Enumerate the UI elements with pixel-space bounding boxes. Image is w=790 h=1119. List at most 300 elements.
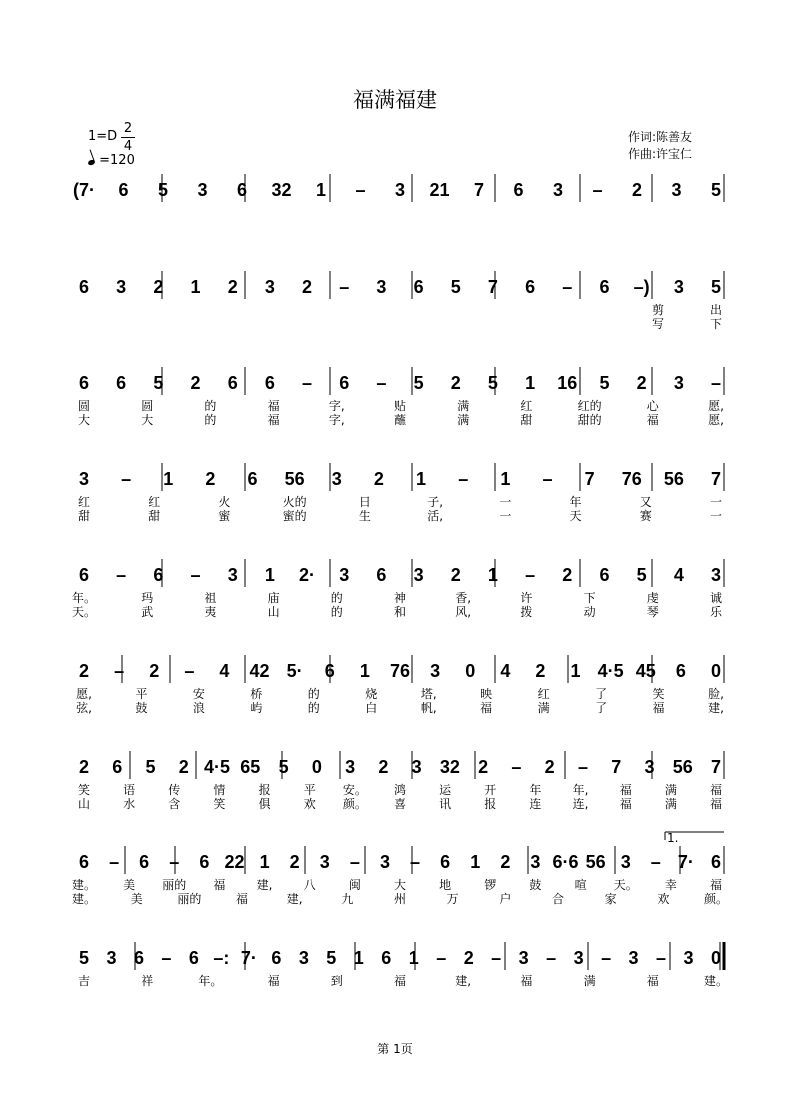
lyric: 的 — [307, 701, 320, 715]
lyric: 连, — [572, 797, 589, 811]
lyric: 满 — [457, 413, 470, 427]
lyric: 屿 — [250, 701, 263, 715]
lyric: 火的 — [282, 495, 307, 509]
note: 3 — [319, 852, 330, 872]
lyric: 祥 — [141, 974, 154, 988]
lyric: 乐 — [709, 605, 723, 619]
lyric: 满 — [583, 974, 596, 988]
time-signature-bottom: 4 — [123, 139, 133, 154]
note: – — [355, 180, 366, 200]
lyric: 贴 — [393, 399, 407, 413]
time-signature-top: 2 — [123, 121, 133, 136]
note: 2 — [190, 373, 201, 393]
note: 2 — [562, 565, 573, 585]
note: 76 — [621, 469, 642, 489]
note: – — [650, 852, 661, 872]
lyric: 弦, — [76, 701, 92, 715]
note: – — [436, 948, 447, 968]
lyric: 年 — [529, 783, 542, 797]
lyric: 脸, — [708, 687, 724, 701]
note: 1 — [408, 948, 419, 968]
note: 3 — [197, 180, 208, 200]
note: – — [458, 469, 469, 489]
note: 6·6 — [552, 852, 579, 872]
note: 6 — [324, 661, 335, 681]
note: – — [339, 277, 350, 297]
lyric: 福 — [619, 783, 632, 797]
lyric: 写 — [651, 317, 665, 331]
lyric: 语 — [123, 783, 136, 797]
lyric: 满 — [457, 399, 470, 413]
note: 3 — [413, 565, 424, 585]
lyric: 建, — [256, 878, 273, 892]
note: 3 — [339, 565, 350, 585]
lyric: 一 — [499, 495, 512, 509]
lyric: 诚 — [709, 591, 723, 605]
lyric: 下 — [583, 591, 596, 605]
lyric: 报 — [258, 783, 271, 797]
lyric: 了 — [595, 701, 608, 715]
lyric: 州 — [393, 892, 407, 906]
lyric: 满 — [664, 783, 677, 797]
composer-credit: 作曲:许宝仁 — [628, 147, 693, 161]
lyric: 八 — [303, 878, 316, 892]
lyric: 浪 — [192, 701, 205, 715]
lyric: 出 — [709, 303, 723, 317]
note: 3 — [530, 852, 541, 872]
note: 1 — [315, 180, 327, 200]
note: 3 — [573, 948, 584, 968]
note: 6 — [112, 757, 123, 777]
lyric: 愿, — [76, 687, 92, 701]
note: – — [491, 948, 502, 968]
note: – — [302, 373, 313, 393]
note: 5 — [413, 373, 424, 393]
note: 2 — [535, 661, 546, 681]
lyric: 动 — [583, 605, 596, 619]
note: 1 — [264, 565, 275, 585]
note: – — [161, 948, 172, 968]
note: 5 — [78, 948, 90, 968]
note: 7 — [584, 469, 595, 489]
lyric: 满 — [537, 701, 550, 715]
note: 6 — [78, 277, 90, 297]
lyric: 幸 — [664, 878, 677, 892]
note: 6 — [78, 565, 90, 585]
note: 45 — [635, 661, 656, 681]
note: 7 — [473, 180, 485, 200]
note: 32 — [271, 180, 292, 200]
lyric: 福 — [646, 974, 659, 988]
lyric: 福 — [652, 701, 665, 715]
lyric: 年。 — [198, 974, 223, 988]
note: 2 — [450, 373, 461, 393]
lyric: 安。 — [342, 783, 367, 797]
note: 1 — [570, 661, 581, 681]
note: 2 — [544, 757, 555, 777]
note: 2 — [153, 277, 164, 297]
lyric: 庙 — [267, 591, 280, 605]
note: 6 — [139, 852, 150, 872]
note: – — [577, 757, 588, 777]
note: 6 — [710, 852, 722, 872]
lyric: 甜的 — [577, 413, 602, 427]
lyric: 颜。 — [342, 797, 367, 811]
lyric: 心 — [646, 399, 659, 413]
lyric: 神 — [393, 591, 407, 605]
note: 1 — [259, 852, 270, 872]
note: 3 — [683, 948, 694, 968]
note: 3 — [673, 277, 684, 297]
note: 6 — [236, 180, 248, 200]
lyric: 甜 — [148, 509, 161, 523]
lyric: 愿, — [708, 399, 724, 413]
lyric: 平 — [303, 783, 316, 797]
lyric: 欢 — [657, 892, 670, 906]
note: 7 — [487, 277, 498, 297]
note: 5 — [487, 373, 498, 393]
lyric: 鸿 — [393, 783, 407, 797]
lyric: 映 — [480, 687, 493, 701]
note: 1 — [525, 373, 536, 393]
note: – — [376, 373, 387, 393]
lyric: 山 — [267, 605, 280, 619]
lyric: 九 — [341, 892, 354, 906]
note: 1 — [500, 469, 511, 489]
note: 5 — [326, 948, 337, 968]
note: – — [116, 565, 127, 585]
lyric: 红 — [520, 399, 533, 413]
lyric: 丽的 — [177, 892, 202, 906]
note: 6 — [413, 277, 424, 297]
lyric: 福 — [646, 413, 659, 427]
note: 1 — [163, 469, 174, 489]
note: 1 — [353, 948, 364, 968]
note: 6 — [339, 373, 350, 393]
note: 7 — [710, 469, 722, 489]
lyric: 讯 — [439, 797, 452, 811]
lyric: 美 — [123, 878, 136, 892]
note: 6 — [118, 180, 129, 200]
note: 5 — [278, 757, 289, 777]
lyric: 山 — [77, 797, 91, 811]
note: 3 — [552, 180, 564, 200]
lyric: 福 — [480, 701, 493, 715]
lyric: 红的 — [577, 399, 602, 413]
note: 56 — [284, 469, 305, 489]
note: – — [562, 277, 573, 297]
lyric: 年 — [569, 495, 582, 509]
note: 2 — [178, 757, 189, 777]
lyric: 日 — [358, 495, 371, 509]
note: 7 — [710, 757, 722, 777]
lyric: 福 — [520, 974, 533, 988]
note: 3 — [644, 757, 655, 777]
lyric: 福 — [235, 892, 249, 906]
note: 5 — [710, 277, 722, 297]
lyric: 福 — [267, 413, 280, 427]
lyric: 拨 — [520, 605, 533, 619]
note: (7· — [73, 180, 95, 200]
lyric: 塔, — [420, 687, 437, 701]
lyric: 和 — [393, 605, 407, 619]
lyric: 吉 — [77, 974, 91, 988]
lyric: 蜜的 — [282, 509, 307, 523]
note: 6 — [599, 277, 610, 297]
lyric: 天。 — [71, 605, 97, 619]
note: 56 — [663, 469, 684, 489]
note: 4·5 — [597, 661, 624, 681]
lyric: 建, — [286, 892, 303, 906]
lyric: 一 — [709, 509, 723, 523]
lyric: 愿, — [708, 413, 724, 427]
lyric: 喧 — [574, 878, 587, 892]
note: 4 — [673, 565, 684, 585]
lyric: 建。 — [71, 892, 97, 906]
note: 56 — [585, 852, 606, 872]
lyric: 福 — [393, 974, 407, 988]
lyric: 笑 — [652, 687, 665, 701]
lyric: 大 — [77, 413, 91, 427]
lyric: 到 — [330, 974, 343, 988]
song-title: 福满福建 — [353, 88, 437, 112]
note: 0 — [710, 661, 722, 681]
note: 6 — [376, 565, 387, 585]
note: 6 — [199, 852, 210, 872]
note: 65 — [240, 757, 261, 777]
note: 3 — [671, 180, 682, 200]
note: 2 — [478, 757, 489, 777]
note: –: — [213, 948, 230, 968]
note: 2· — [299, 565, 316, 585]
note: – — [710, 373, 722, 393]
note: 3 — [264, 277, 275, 297]
note: 4 — [219, 661, 230, 681]
lyric: 平 — [135, 687, 148, 701]
note: 7· — [240, 948, 257, 968]
key-signature: 1=D — [88, 129, 118, 144]
lyric: 鼓 — [135, 701, 148, 715]
note: 2 — [636, 373, 647, 393]
lyric: 的 — [204, 413, 217, 427]
lyric: 大 — [393, 878, 407, 892]
lyric: 天。 — [613, 878, 638, 892]
note: 6 — [271, 948, 282, 968]
lyric: 了 — [595, 687, 608, 701]
note: – — [525, 565, 536, 585]
lyric: 又 — [639, 495, 652, 509]
lyric: 大 — [141, 413, 154, 427]
note: 3 — [331, 469, 342, 489]
note: 1 — [487, 565, 498, 585]
note: 21 — [429, 180, 450, 200]
note: 5 — [450, 277, 461, 297]
note: 7 — [611, 757, 622, 777]
lyric: 玛 — [141, 591, 154, 605]
note: 2 — [378, 757, 389, 777]
note: 6 — [599, 565, 610, 585]
note: 5 — [710, 180, 722, 200]
lyric: 欢 — [303, 797, 316, 811]
note: 3 — [628, 948, 639, 968]
note: 2 — [373, 469, 384, 489]
note: 76 — [389, 661, 411, 681]
lyric: 许 — [520, 591, 533, 605]
note: 1 — [470, 852, 481, 872]
lyric: 下 — [709, 317, 723, 331]
note: – — [410, 852, 421, 872]
note: 6 — [188, 948, 199, 968]
note: – — [601, 948, 612, 968]
note: 56 — [672, 757, 693, 777]
lyric: 福 — [709, 878, 723, 892]
lyric: 一 — [499, 509, 512, 523]
lyric: 一 — [709, 495, 723, 509]
lyric: 的 — [330, 591, 343, 605]
note: – — [114, 661, 125, 681]
lyric: 地 — [439, 878, 452, 892]
lyric: 连 — [529, 797, 542, 811]
lyric: 丽的 — [162, 878, 187, 892]
note: 6 — [525, 277, 536, 297]
lyric: 报 — [484, 797, 497, 811]
note: – — [656, 948, 667, 968]
note: 2 — [450, 565, 461, 585]
note: 3 — [376, 277, 387, 297]
note: 3 — [78, 469, 90, 489]
note: 32 — [439, 757, 460, 777]
lyric: 剪 — [651, 303, 665, 317]
lyric: 甜 — [520, 413, 533, 427]
lyric: 福 — [213, 878, 226, 892]
lyric: 的 — [330, 605, 343, 619]
note: 5 — [157, 180, 169, 200]
lyric: 俱 — [258, 797, 271, 811]
note: 6 — [675, 661, 686, 681]
lyric: 红 — [148, 495, 161, 509]
lyric: 福 — [267, 974, 280, 988]
lyric: 满 — [664, 797, 677, 811]
note: –) — [633, 277, 650, 297]
note: 3 — [620, 852, 631, 872]
note: – — [546, 948, 557, 968]
note: 6 — [513, 180, 524, 200]
lyric: 锣 — [484, 878, 497, 892]
note: – — [169, 852, 180, 872]
note: 0 — [465, 661, 476, 681]
volta-number: 1. — [667, 831, 679, 845]
lyric: 红 — [77, 495, 91, 509]
note: 1 — [190, 277, 201, 297]
lyric: 祖 — [204, 591, 217, 605]
note: 6 — [440, 852, 451, 872]
note: 2 — [78, 757, 90, 777]
note: 5 — [599, 373, 610, 393]
note: 2 — [463, 948, 474, 968]
lyric: 含 — [168, 797, 181, 811]
note: 3 — [345, 757, 356, 777]
note: 2 — [205, 469, 216, 489]
note: 3 — [106, 948, 117, 968]
note: – — [592, 180, 603, 200]
lyric: 开 — [484, 783, 497, 797]
lyric: 建, — [455, 974, 472, 988]
note: – — [121, 469, 132, 489]
lyric: 烧 — [365, 687, 378, 701]
lyric: 红 — [537, 687, 550, 701]
lyric: 安 — [192, 687, 205, 701]
note: 5 — [145, 757, 156, 777]
lyric: 活, — [427, 509, 444, 523]
note: 2 — [227, 277, 238, 297]
lyric: 武 — [141, 605, 154, 619]
lyric: 天 — [569, 509, 582, 523]
note: 6 — [247, 469, 258, 489]
note: 4 — [500, 661, 511, 681]
note: 2 — [302, 277, 313, 297]
note: 5 — [153, 373, 164, 393]
lyric: 情 — [213, 783, 226, 797]
note: 3 — [710, 565, 722, 585]
note: 3 — [298, 948, 309, 968]
note: 6 — [153, 565, 164, 585]
note: 16 — [557, 373, 578, 393]
lyric: 夷 — [204, 605, 217, 619]
lyric: 笑 — [213, 797, 226, 811]
lyric: 福 — [709, 797, 723, 811]
lyric: 户 — [499, 892, 512, 906]
note: 2 — [78, 661, 90, 681]
lyric: 子, — [427, 495, 444, 509]
note: 3 — [379, 852, 390, 872]
note: 6 — [78, 852, 90, 872]
lyric: 传 — [168, 783, 181, 797]
lyric: 建, — [708, 701, 724, 715]
lyric: 美 — [130, 892, 143, 906]
lyric: 合 — [551, 892, 565, 906]
lyric: 圆 — [77, 399, 91, 413]
note: – — [190, 565, 201, 585]
lyric: 风, — [455, 605, 472, 619]
tempo-value: =120 — [99, 153, 135, 168]
lyric: 火 — [218, 495, 231, 509]
note: 4·5 — [204, 757, 231, 777]
note: 2 — [289, 852, 300, 872]
lyric: 蜜 — [218, 509, 231, 523]
lyric: 桥 — [250, 687, 263, 701]
note: 5 — [636, 565, 647, 585]
lyric: 赛 — [639, 509, 652, 523]
note: 3 — [116, 277, 127, 297]
note: 3 — [227, 565, 238, 585]
note: 7· — [677, 852, 694, 872]
lyric: 蘸 — [393, 413, 407, 427]
lyric: 万 — [446, 892, 459, 906]
note: 6 — [264, 373, 275, 393]
note: 1 — [359, 661, 370, 681]
lyric: 虔 — [646, 591, 659, 605]
note: 6 — [133, 948, 144, 968]
lyric: 家 — [604, 892, 617, 906]
note: 3 — [673, 373, 684, 393]
lyric: 年。 — [71, 591, 97, 605]
note: 0 — [311, 757, 322, 777]
note: 2 — [631, 180, 643, 200]
note: 3 — [411, 757, 422, 777]
lyric: 鼓 — [529, 878, 542, 892]
lyric: 的 — [204, 399, 217, 413]
note: 6 — [78, 373, 90, 393]
